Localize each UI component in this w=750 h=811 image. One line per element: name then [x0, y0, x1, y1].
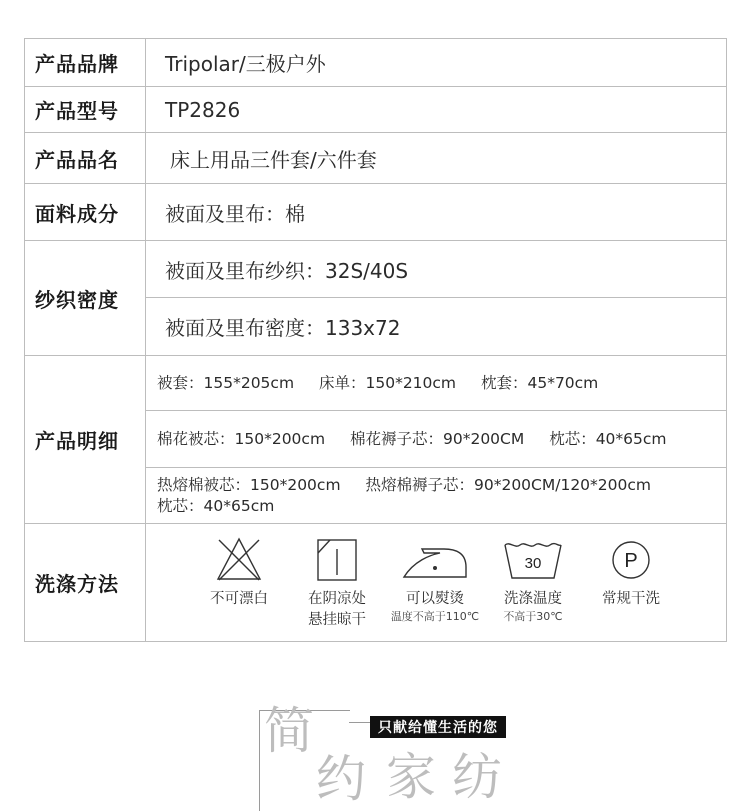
details-line-3: [146, 468, 727, 524]
care-label-line: 悬挂晾干: [308, 611, 366, 628]
value-brand: Tripolar/三极户外: [146, 39, 727, 87]
row-details-1: [25, 356, 727, 411]
care-label-line: 在阴凉处: [308, 590, 366, 607]
care-item: [190, 535, 288, 631]
value-density-yarn: 被面及里布纱织：32S/40S: [146, 241, 727, 298]
label-brand: 产品品牌: [25, 39, 146, 87]
care-label: 可以熨烫: [406, 590, 464, 607]
care-item: [386, 535, 484, 631]
details-line-1: [146, 356, 727, 411]
no-bleach-icon: [214, 535, 264, 585]
logo-char: 简: [264, 702, 314, 760]
label-details: 产品明细: [25, 356, 146, 524]
logo-char: 家: [386, 748, 436, 806]
care-item: [582, 535, 680, 631]
row-density-1: [25, 241, 727, 298]
value-fabric: 被面及里布：棉: [146, 184, 727, 241]
value-model: TP2826: [146, 87, 727, 133]
label-fabric: 面料成分: [25, 184, 146, 241]
detail-item: 枕芯：40*65cm: [157, 496, 275, 515]
label-name: 产品品名: [25, 133, 146, 184]
care-sublabel: 不高于30℃: [503, 609, 563, 623]
care-label: [288, 589, 386, 631]
detail-item: 棉花被芯：150*200cm: [157, 429, 326, 448]
row-care: [25, 524, 727, 642]
label-density: 纱织密度: [25, 241, 146, 356]
care-label: 不可漂白: [210, 590, 268, 607]
wash-tub-icon: [502, 535, 564, 585]
logo-char: 纺: [452, 748, 502, 806]
dry-clean-icon: [606, 535, 656, 585]
logo-slogan: 只献给懂生活的您: [370, 716, 506, 738]
tub-temp-text: 30: [524, 554, 542, 572]
value-density-thread: 被面及里布密度：133x72: [146, 298, 727, 356]
care-label: 洗涤温度: [504, 590, 562, 607]
iron-icon: [400, 535, 470, 585]
label-care: 洗涤方法: [25, 524, 146, 642]
brand-logo: [256, 702, 526, 808]
care-sublabel: 温度不高于110℃: [390, 609, 480, 623]
detail-item: 床单：150*210cm: [318, 373, 457, 392]
row-fabric: [25, 184, 727, 241]
value-name: 床上用品三件套/六件套: [146, 133, 727, 184]
row-model: [25, 87, 727, 133]
row-brand: [25, 39, 727, 87]
detail-item: 枕套：45*70cm: [480, 373, 599, 392]
row-name: [25, 133, 727, 184]
detail-item: 棉花褥子芯：90*200CM: [349, 429, 525, 448]
care-item: [288, 535, 386, 631]
care-icons: [146, 524, 727, 642]
care-label: 常规干洗: [602, 590, 660, 607]
detail-item: 热熔棉褥子芯：90*200CM/120*200cm: [365, 475, 652, 494]
label-model: 产品型号: [25, 87, 146, 133]
detail-item: 热熔棉被芯：150*200cm: [157, 475, 341, 494]
line-dry-shade-icon: [312, 535, 362, 585]
logo-char: 约: [316, 750, 366, 808]
detail-item: 被套：155*205cm: [157, 373, 295, 392]
detail-item: 枕芯：40*65cm: [549, 429, 667, 448]
spec-table: [24, 38, 727, 642]
dry-clean-letter: P: [624, 549, 638, 572]
care-item: [484, 535, 582, 631]
details-line-2: [146, 411, 727, 468]
